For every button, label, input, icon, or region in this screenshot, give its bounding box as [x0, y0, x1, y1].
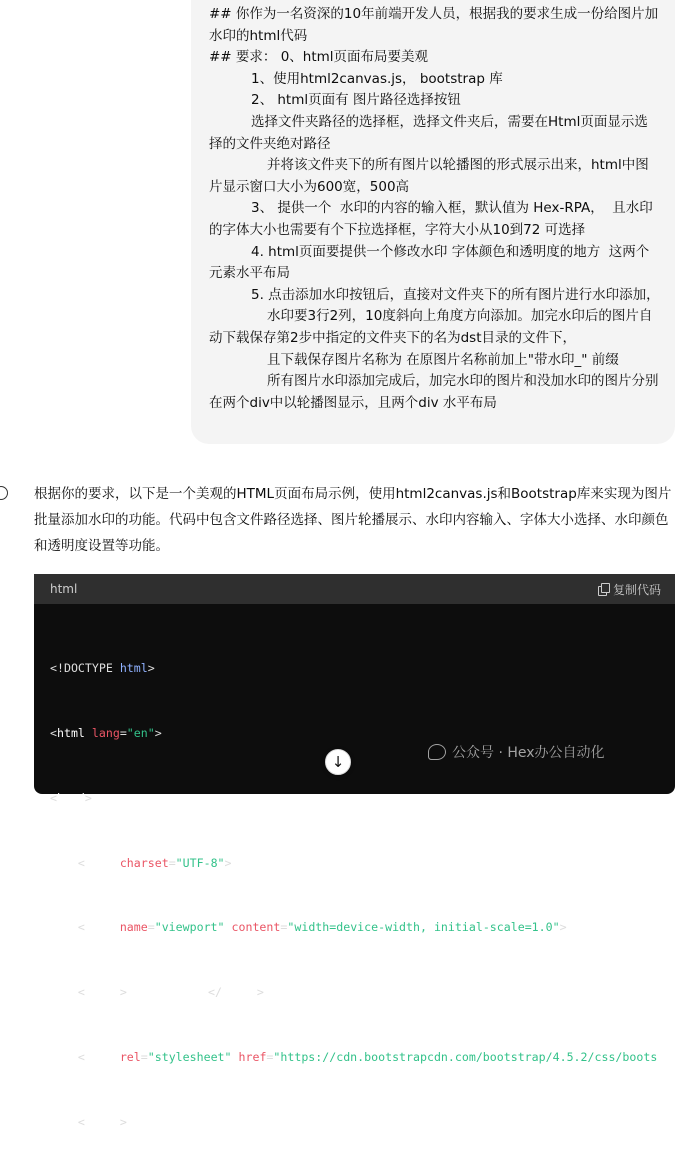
code-line: <meta charset="UTF-8">	[77, 855, 232, 870]
watermark	[428, 742, 605, 762]
user-message-line: 选择文件夹路径的选择框，选择文件夹后，需要在Html页面显示选择的文件夹绝对路径	[209, 113, 648, 152]
code-body	[34, 604, 675, 1176]
wechat-icon	[428, 744, 446, 760]
code-line: <meta name="viewport" content="width=device-width, initial-scale=1.0">	[77, 920, 567, 935]
user-message-line: 并将该文件夹下的所有图片以轮播图的形式展示出来，html中图片显示窗口大小为600宽，500高	[209, 157, 649, 195]
user-message-line: 所有图片水印添加完成后，加完水印的图片和没加水印的图片分别在两个div中以轮播图显示，且两个div 水平布局	[209, 373, 659, 411]
copy-icon	[598, 583, 609, 595]
code-line: <link rel="stylesheet" href="https://cdn.bootstrapcdn.com/bootstrap/4.5.2/css/boots	[77, 1049, 658, 1064]
user-message-line: 5. 点击添加水印按钮后，直接对文件夹下的所有图片进行水印添加，	[251, 286, 660, 303]
watermark-text: 公众号 · Hex办公自动化	[452, 745, 605, 761]
user-message-bubble	[191, 0, 675, 444]
user-message-line: 3、 提供一个 水印的内容的输入框，默认值为 Hex-RPA， 且水印的字体大小也需要有个下拉选择框，字符大小从10到72 可选择	[209, 200, 653, 238]
scroll-down-button[interactable]	[325, 749, 351, 775]
user-message-line: 水印要3行2列，10度斜向上角度方向添加。加完水印后的图片自动下载保存第2步中指定的文件夹下的名为dst目录的文件下，	[209, 308, 653, 346]
user-message-line: 2、 html页面有 图片路径选择按钮	[251, 92, 461, 109]
code-line: <style>	[77, 1114, 127, 1129]
code-line: <title>批量图片加水印</title>	[77, 985, 264, 1000]
user-message-line: 1、使用html2canvas.js， bootstrap 库	[251, 70, 503, 87]
code-line: <!DOCTYPE html>	[50, 661, 155, 676]
copy-code-label: 复制代码	[612, 582, 661, 597]
code-line: <html lang="en">	[50, 725, 162, 740]
assistant-avatar-icon	[0, 486, 8, 500]
code-language-label: html	[50, 582, 78, 596]
user-message-line: ## 要求： 0、html页面布局要美观	[209, 49, 429, 66]
code-block-header	[34, 574, 675, 604]
arrow-down-icon: ↓	[331, 753, 345, 771]
user-message-line: 4. html页面要提供一个修改水印 字体颜色和透明度的地方 这两个元素水平布局	[209, 243, 650, 282]
user-message-line: 且下载保存图片名称为 在原图片名称前加上"带水印_" 前缀	[267, 351, 619, 368]
code-line: <head>	[50, 790, 92, 805]
copy-code-button[interactable]	[598, 581, 661, 598]
assistant-message-text: 根据你的要求，以下是一个美观的HTML页面布局示例，使用html2canvas.js和Bootstrap库来实现为图片批量添加水印的功能。代码中包含文件路径选择、图片轮播展示、水印内容输入、字体大小选择、水印颜色和透明度设置等功能。	[34, 486, 672, 554]
user-message-line: ## 你作为一名资深的10年前端开发人员，根据我的要求生成一份给图片加水印的html代码	[209, 6, 659, 44]
